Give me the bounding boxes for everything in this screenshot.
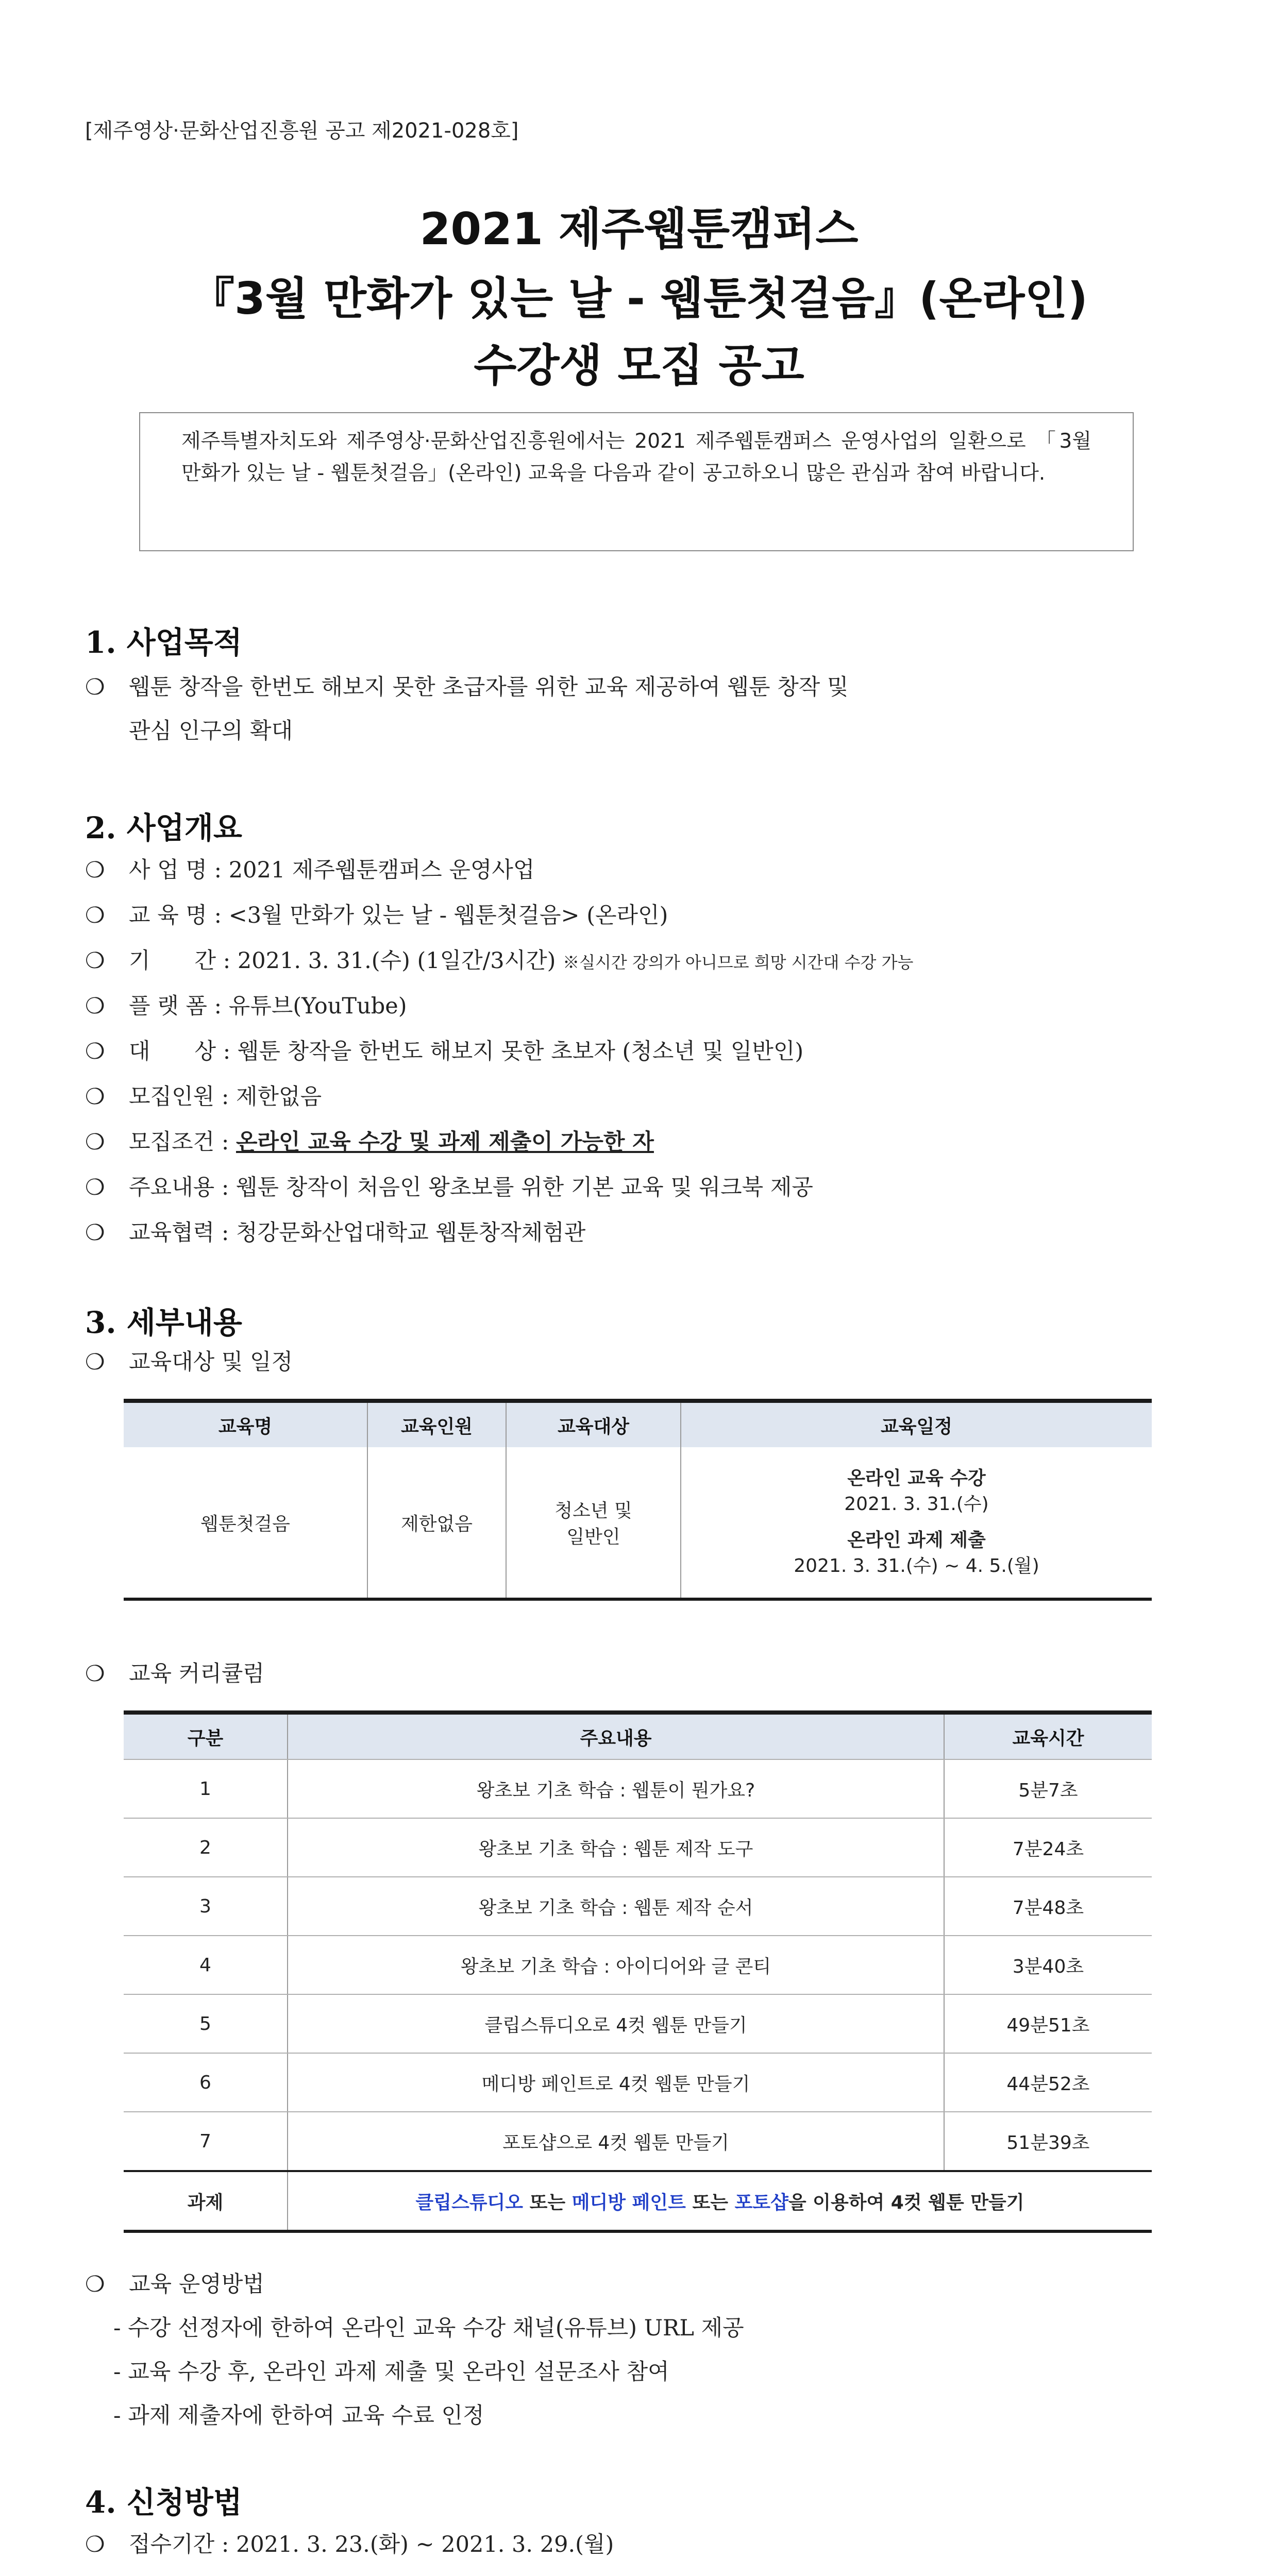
table-row: 4 왕초보 기초 학습 : 아이디어와 글 콘티 3분40초 [124, 1936, 1152, 1994]
curriculum-table [124, 1710, 1152, 2233]
course-schedule: 온라인 교육 수강 2021. 3. 31.(수) 온라인 과제 제출 2021. 3. 31.(수) ~ 4. 5.(월) [681, 1447, 1152, 1599]
column-header: 교육일정 [681, 1401, 1152, 1447]
operation-item: - 수강 선정자에 한하여 온라인 교육 수강 채널(유튜브) URL 제공 [113, 2315, 744, 2341]
bullet-icon: ❍ [85, 857, 105, 883]
intro-box [139, 412, 1134, 551]
column-header: 구분 [124, 1713, 288, 1759]
overview-item: ❍ 교육협력 : 청강문화산업대학교 웹툰창작체험관 [85, 1220, 586, 1246]
column-header: 교육대상 [506, 1401, 681, 1447]
bullet-icon: ❍ [85, 1084, 105, 1110]
intro-text: 제주특별자치도와 제주영상·문화산업진흥원에서는 2021 제주웹툰캠퍼스 운영사업의 일환으로 「3월 만화가 있는 날 - 웹툰첫걸음」(온라인) 교육을 다음과 같이 공고하오니 많은 관심과 참여 바랍니다. [181, 430, 1091, 485]
bullet-icon: ❍ [85, 2532, 105, 2557]
bullet-icon: ❍ [85, 1220, 105, 1246]
table-row: 6 메디방 페인트로 4컷 웹툰 만들기 44분52초 [124, 2053, 1152, 2112]
recruit-condition: 온라인 교육 수강 및 과제 제출이 가능한 자 [236, 1129, 654, 1155]
course-target: 청소년 및 일반인 [506, 1447, 681, 1599]
curriculum-label: ❍ 교육 커리큘럼 [85, 1661, 264, 1687]
bullet-icon: ❍ [85, 1039, 105, 1064]
course-count: 제한없음 [367, 1447, 506, 1599]
column-header: 교육명 [124, 1401, 367, 1447]
overview-item: ❍ 모집조건 : 온라인 교육 수강 및 과제 제출이 가능한 자 [85, 1129, 654, 1155]
table-row [124, 1447, 1152, 1599]
table-row: 1 왕초보 기초 학습 : 웹툰이 뭔가요? 5분7초 [124, 1759, 1152, 1818]
bullet-icon: ❍ [85, 2272, 105, 2297]
overview-item: ❍ 대 상 : 웹툰 창작을 한번도 해보지 못한 초보자 (청소년 및 일반인) [85, 1039, 804, 1064]
section-1-heading: 1. 사업목적 [85, 625, 242, 660]
table-header-row [124, 1401, 1152, 1447]
table-row: 2 왕초보 기초 학습 : 웹툰 제작 도구 7분24초 [124, 1818, 1152, 1877]
title-line-2: 『3월 만화가 있는 날 - 웹툰첫걸음』(온라인) [190, 273, 1088, 325]
bullet-icon: ❍ [85, 1129, 105, 1155]
table-row: 3 왕초보 기초 학습 : 웹툰 제작 순서 7분48초 [124, 1877, 1152, 1936]
bullet-icon: ❍ [85, 948, 105, 974]
overview-item: ❍ 사 업 명 : 2021 제주웹툰캠퍼스 운영사업 [85, 857, 535, 883]
section-4-heading: 4. 신청방법 [85, 2485, 242, 2520]
operation-item: - 교육 수강 후, 온라인 과제 제출 및 온라인 설문조사 참여 [113, 2359, 669, 2385]
overview-item: ❍ 교 육 명 : <3월 만화가 있는 날 - 웹툰첫걸음> (온라인) [85, 903, 668, 928]
column-header: 주요내용 [288, 1713, 944, 1759]
notice-number: [제주영상·문화산업진흥원 공고 제2021-028호] [85, 119, 519, 143]
table-row: 5 클립스튜디오로 4컷 웹툰 만들기 49분51초 [124, 1994, 1152, 2053]
column-header: 교육인원 [367, 1401, 506, 1447]
title-line-3: 수강생 모집 공고 [474, 340, 804, 392]
course-name: 웹툰첫걸음 [200, 1513, 290, 1535]
apply-period: ❍ 접수기간 : 2021. 3. 23.(화) ~ 2021. 3. 29.(월) [85, 2532, 614, 2557]
section-2-heading: 2. 사업개요 [85, 810, 242, 845]
schedule-table [124, 1399, 1152, 1601]
schedule-label: ❍ 교육대상 및 일정 [85, 1349, 293, 1375]
table-header-row [124, 1713, 1152, 1759]
period-note: ※실시간 강의가 아니므로 희망 시간대 수강 가능 [563, 953, 914, 972]
section-1-line-2: 관심 인구의 확대 [129, 718, 293, 744]
bullet-icon: ❍ [85, 1175, 105, 1200]
task-label: 과제 [124, 2171, 288, 2231]
bullet-icon: ❍ [85, 674, 105, 700]
bullet-icon: ❍ [85, 903, 105, 928]
apply-condition-label [85, 2571, 214, 2576]
overview-item: ❍ 주요내용 : 웹툰 창작이 처음인 왕초보를 위한 기본 교육 및 워크북 제공 [85, 1175, 813, 1200]
task-row [124, 2171, 1152, 2231]
overview-item: ❍ 기 간 : 2021. 3. 31.(수) (1일간/3시간) ※실시간 강의가 아니므로 희망 시간대 수강 가능 [85, 948, 914, 974]
table-row: 7 포토샵으로 4컷 웹툰 만들기 51분39초 [124, 2112, 1152, 2171]
bullet-icon: ❍ [85, 1349, 105, 1375]
section-1-line-1: ❍ 웹툰 창작을 한번도 해보지 못한 초급자를 위한 교육 제공하여 웹툰 창작 및 [85, 674, 849, 700]
operation-label: ❍ 교육 운영방법 [85, 2272, 264, 2297]
column-header: 교육시간 [944, 1713, 1152, 1759]
bullet-icon: ❍ [85, 1661, 105, 1687]
section-3-heading: 3. 세부내용 [85, 1305, 242, 1340]
operation-item: - 과제 제출자에 한하여 교육 수료 인정 [113, 2403, 484, 2429]
bullet-icon: ❍ [85, 993, 105, 1019]
overview-item: ❍ 플 랫 폼 : 유튜브(YouTube) [85, 993, 407, 1019]
overview-item: ❍ 모집인원 : 제한없음 [85, 1084, 322, 1110]
title-line-1: 2021 제주웹툰캠퍼스 [419, 204, 859, 255]
task-description: 클립스튜디오 또는 메디방 페인트 또는 포토샵을 이용하여 4컷 웹툰 만들기 [288, 2171, 1152, 2231]
